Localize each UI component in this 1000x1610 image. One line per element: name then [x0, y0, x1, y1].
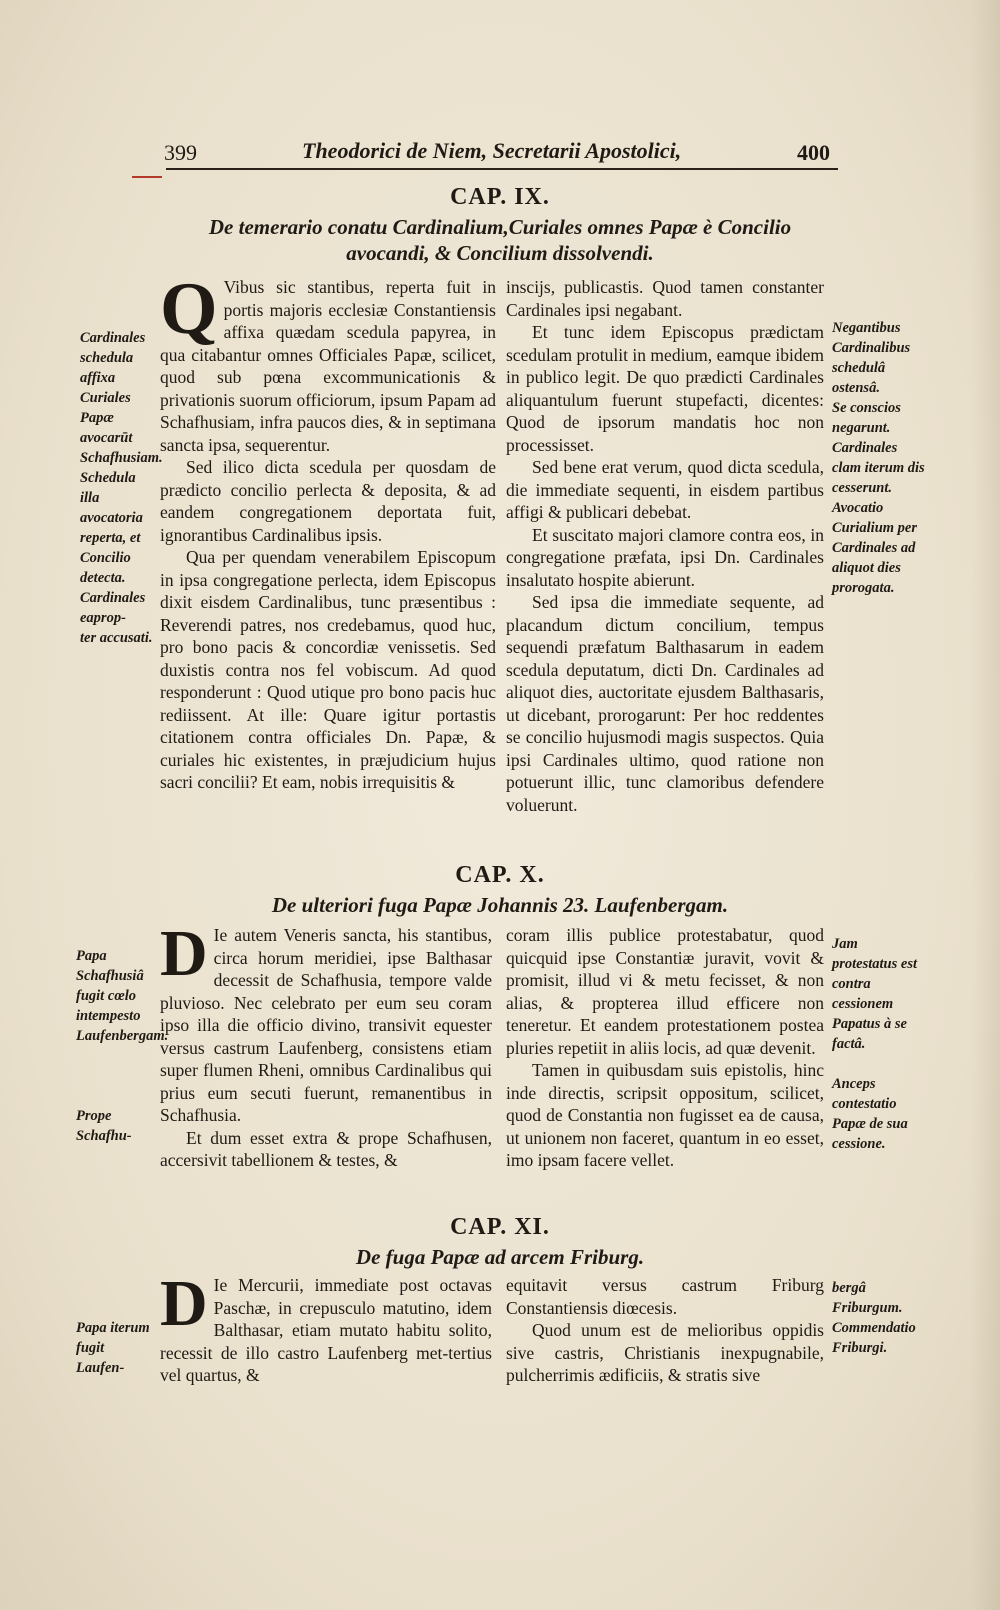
paragraph: Vibus sic stantibus, reperta fuit in portis majoris ecclesiæ Constantiensis affixa quædam scedula papyrea, in qua citabantur omnes Officiales Papæ, scilicet, quod sub pœna excommunicationis & privationis suorum officiorum, ipsum Papam ad Schafhusiam, infra paucos dies, & in septimana sancta ipsa, sequerentur. — [160, 277, 496, 455]
chapter-heading-ix: CAP. IX. — [450, 184, 550, 210]
paragraph: Qua per quendam venerabilem Episcopum in ipsa congregatione perlecta, idem Episcopus dixit eisdem Cardinalibus, tunc præsentibus : Reverendi patres, nos credebamus, quod huc, pro bono pacis & concordiæ venissetis. Sed duxistis contra nos fel vobiscum. Ad quod responderunt : Quod utique pro bono pacis huc rediissent. At ille: Quare igitur portastis citationem contra officiales Dn. Papæ, & curiales hic existentes, in præjudicium hujus sacri concilii? Et eam, nobis irrequisitis & — [160, 547, 496, 792]
page-edge-shadow — [970, 0, 1000, 1610]
red-ink-mark — [132, 176, 162, 178]
paragraph: Ie autem Veneris sancta, his stantibus, circa horum meridiei, ipse Balthasar decessit de Schafhusia, tempore valde pluvioso. Nec celebrato per eum seu coram ipso illa die officio divino, transivit equester versus castrum Laufenberg, consistens etiam super flumen Rheni, omnibus Cardinalibus qui prius eum secuti fuerunt, remanentibus in Schafhusia. — [160, 925, 492, 1125]
paragraph: Et tunc idem Episcopus prædictam scedulam protulit in medium, eamque ibidem in publico legit. De quo prædicti Cardinales aliquantulum fuerunt stupefacti, dicentes: Quod de ipsorum mandatis hoc non processisset. — [506, 322, 824, 455]
chapter-subtitle-ix: De temerario conatu Cardinalium,Curiales omnes Papæ è Concilio avocandi, & Concilium dissolvendi. — [208, 215, 792, 265]
paragraph: inscijs, publicastis. Quod tamen constanter Cardinales ipsi negabant. — [506, 277, 824, 320]
paragraph: Sed ilico dicta scedula per quosdam de prædicto concilio perlecta & deposita, & ad eandem congregationem deportata fuit, ignorantibus Cardinalibus ipsis. — [160, 457, 496, 545]
paragraph: Et suscitato majori clamore contra eos, in congregatione præfata, ipsi Dn. Cardinales insalutato hospite abierunt. — [506, 524, 824, 590]
running-header — [160, 134, 830, 170]
paragraph: Sed bene erat verum, quod dicta scedula, die immediate sequenti, in eisdem partibus affigi & publicari debebat. — [506, 457, 824, 522]
page-number-right: 400 — [797, 140, 830, 165]
paragraph: Ie Mercurii, immediate post octavas Paschæ, in crepusculo matutino, idem Balthasar, etiam mutato habitu solito, recessit de illo castro Laufenberg met-tertius vel quartus, & — [160, 1275, 492, 1385]
paragraph: Tamen in quibusdam suis epistolis, hinc inde directis, scripsit oppositum, scilicet, quod de Constantia non fugisset ea de causa, ut unionem non faceret, quantum in eo esset, imo ipsam facere vellet. — [506, 1060, 824, 1170]
column-right-xi — [506, 1274, 824, 1424]
chapter-heading-x: CAP. X. — [455, 862, 545, 888]
margin-note-left-xi: Papa iterum fugit Laufen- — [76, 1320, 150, 1376]
margin-note-right-x: Jam protestatus est contra cessionem Papatus à se factâ. Anceps contestatio Papæ de sua cessione. — [832, 936, 917, 1152]
paragraph: Sed ipsa die immediate sequente, ad placandum dictum concilium, tempus sequendi præfatum Balthasarum in eadem scedula deputatum, dicti Dn. Cardinales ad aliquot dies, auctoritate ejusdem Balthasaris, ut dicebant, prorogarunt: Per hoc reddentes se concilio hujusmodi magis suspectos. Quia ipsi Cardinales ultimo, quod ratione non potuerunt illic, tunc clamoribus defendere voluerunt. — [506, 592, 824, 815]
column-left-xi — [160, 1274, 492, 1424]
dropcap-q: Q — [160, 276, 218, 350]
paragraph: Et dum esset extra & prope Schafhusen, accersivit tabellionem & testes, & — [160, 1127, 492, 1170]
chapter-subtitle-xi: De fuga Papæ ad arcem Friburg. — [355, 1245, 645, 1269]
page-number-left: 399 — [164, 140, 197, 165]
chapter-subtitle-x: De ulteriori fuga Papæ Johannis 23. Laufenbergam. — [271, 893, 729, 917]
margin-note-right-xi: bergâ Friburgum. Commendatio Friburgi. — [832, 1280, 916, 1356]
running-title: Theodorici de Niem, Secretarii Apostolici, — [302, 138, 682, 163]
column-right-ix — [506, 276, 824, 848]
margin-note-left-x: Papa Schafhusiâ fugit cœlo intempesto Laufenbergam. Prope Schafhu- — [76, 948, 169, 1144]
paragraph: coram illis publice protestabatur, quod quicquid ipse Constantiæ juravit, vovit & promisit, illud vi & metu fecisset, & non alias, & propterea illud efficere non teneretur. Et eandem protestationem postea pluries repetiit in aliis locis, ad quæ devenit. — [506, 925, 824, 1058]
column-left-ix — [160, 276, 496, 848]
column-right-x — [506, 924, 824, 1196]
dropcap-d: D — [160, 1274, 208, 1340]
header-rule — [166, 168, 838, 170]
column-left-x — [160, 924, 492, 1196]
chapter-heading-xi: CAP. XI. — [450, 1214, 550, 1240]
dropcap-d: D — [160, 924, 208, 990]
margin-note-left-ix: Cardinales schedula affixa Curiales Papæ avocarūt Schafhusiam. Schedula illa avocatoria reperta, et Concilio detecta. Cardinales eaprop- ter accusati. — [80, 330, 163, 646]
paragraph: Quod unum est de melioribus oppidis sive castris, Christianis inexpugnabile, pulcherrimis ædificiis, & stratis sive — [506, 1320, 824, 1385]
margin-note-right-ix: Negantibus Cardinalibus schedulâ ostensâ. Se conscios negarunt. Cardinales clam iterum dis cesserunt. Avocatio Curialium per Cardinales ad aliquot dies prorogata. — [832, 320, 925, 596]
paragraph: equitavit versus castrum Friburg Constantiensis diœcesis. — [506, 1275, 824, 1318]
